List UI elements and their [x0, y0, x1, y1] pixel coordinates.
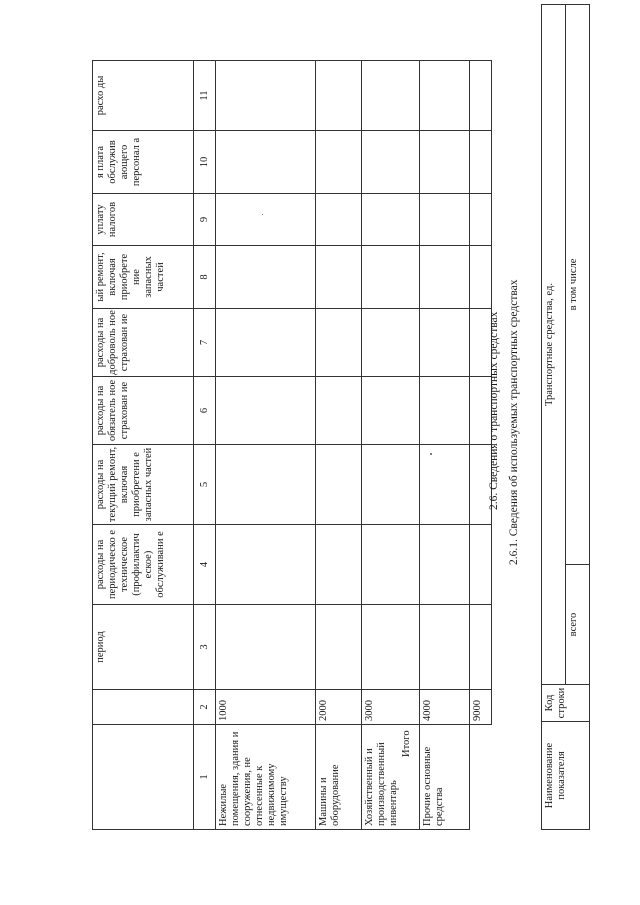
col-num-8: 8: [194, 246, 216, 309]
transport-table: [541, 4, 590, 830]
row-code: 1000: [216, 690, 316, 725]
row-label: Машины и оборудование: [316, 725, 362, 830]
total-code: 9000: [470, 690, 492, 725]
header-cell-3: период: [93, 605, 194, 690]
header-row: [93, 61, 194, 830]
sub-total-header: всего: [566, 565, 590, 685]
col-num-1: 1: [194, 725, 216, 830]
col-name-header: Наименование показателя: [542, 722, 590, 830]
header-cell-2: [93, 690, 194, 725]
header-cell-4: расходы на периодическо е техническое (профилактич еское) обслуживани е: [93, 525, 194, 605]
scan-speck: [430, 453, 432, 455]
table-row: [362, 61, 420, 830]
col-code-header: Код строки: [542, 685, 590, 722]
group-header: Транспортные средства, ед.: [542, 5, 566, 685]
scan-speck: [262, 214, 263, 215]
subsection-title: 2.6.1. Сведения об используемых транспортных средствах: [508, 279, 520, 565]
header-cell-5: расходы на текущий ремонт, включая приобретени е запасных частей: [93, 445, 194, 525]
section-title: 2.6. Сведения о транспортных средствах: [488, 311, 500, 510]
header-cell-8: ый ремонт, включая приобрете ние запасных частей: [93, 246, 194, 309]
header-cell-9: уплату налогов: [93, 194, 194, 246]
col-num-4: 4: [194, 525, 216, 605]
row-code: 2000: [316, 690, 362, 725]
table-row: [316, 61, 362, 830]
column-number-row: [194, 61, 216, 830]
header-cell-10: я плата обслужив ающего персонал а: [93, 131, 194, 194]
table-row: [216, 61, 316, 830]
sub-including-header: в том числе: [566, 5, 590, 565]
col-num-10: 10: [194, 131, 216, 194]
table-row: [420, 61, 470, 830]
col-num-2: 2: [194, 690, 216, 725]
header-cell-7: расходы на доброволь ное страхован ие: [93, 309, 194, 377]
row-label: Прочие основные средства: [420, 725, 470, 830]
header-cell-1: [93, 725, 194, 830]
header-cell-11: расхо ды: [93, 61, 194, 131]
total-label: Итого: [401, 730, 412, 757]
col-num-3: 3: [194, 605, 216, 690]
row-code: 4000: [420, 690, 470, 725]
maintenance-costs-table: [92, 60, 492, 830]
col-num-6: 6: [194, 377, 216, 445]
row-label: Хозяйственный и производственный инвентарь: [362, 725, 420, 830]
col-num-11: 11: [194, 61, 216, 131]
col-num-5: 5: [194, 445, 216, 525]
row-label: Нежилые помещения, здания и сооружения, не отнесенные к недвижимому имуществу: [216, 725, 316, 830]
col-num-9: 9: [194, 194, 216, 246]
col-num-7: 7: [194, 309, 216, 377]
row-code: 3000: [362, 690, 420, 725]
header-cell-6: расходы на обязатель ное страхован ие: [93, 377, 194, 445]
